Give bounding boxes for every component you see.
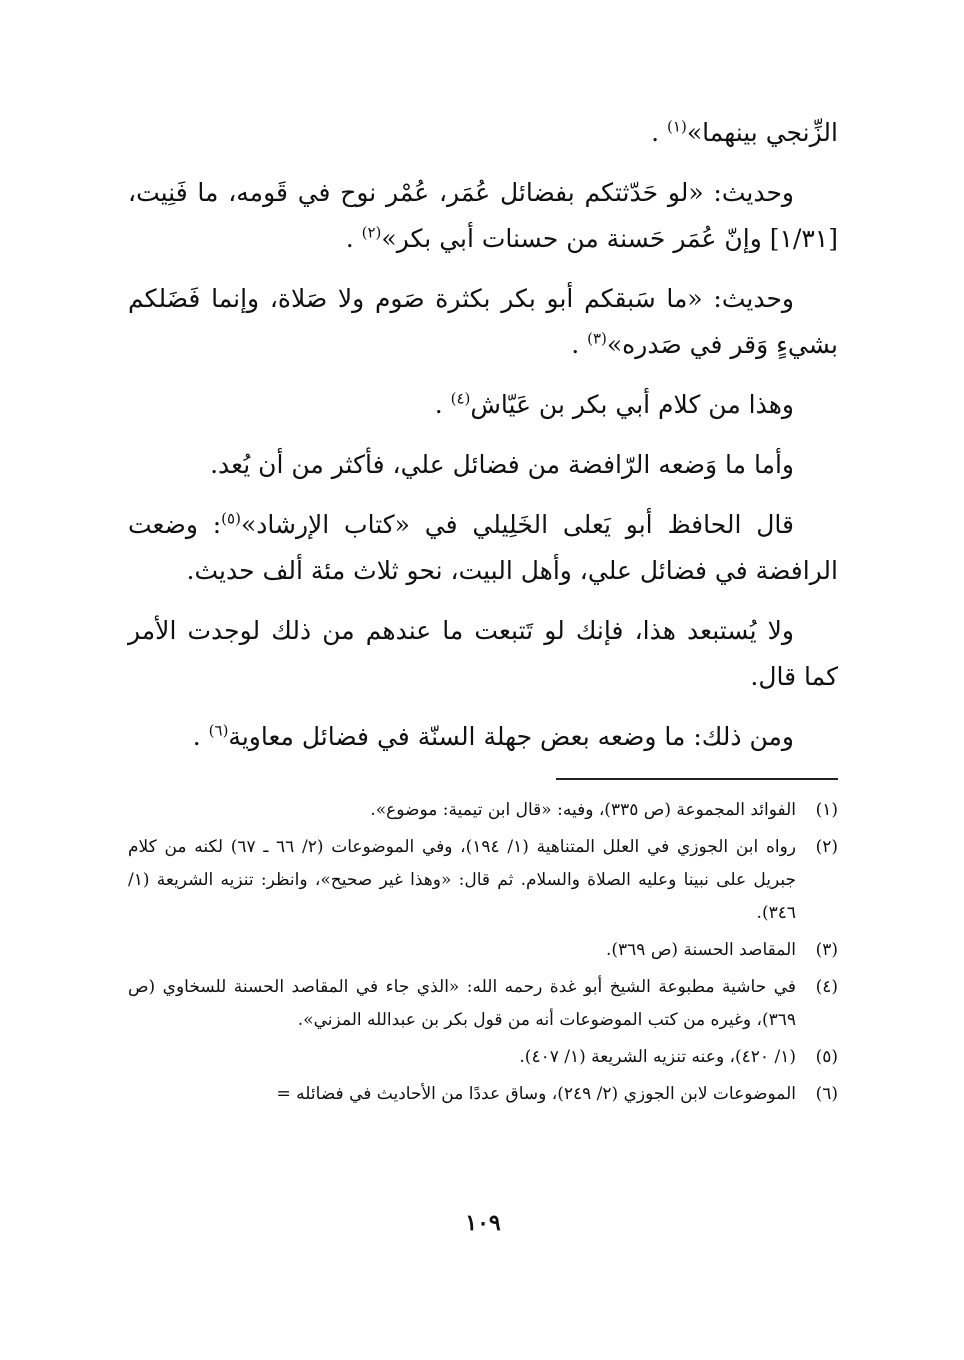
paragraph-text: ومن ذلك: ما وضعه بعض جهلة السنّة في فضائل معاوية <box>228 722 794 751</box>
paragraph-tail: . <box>434 390 451 419</box>
footnote-number: (٤) <box>815 977 838 997</box>
footnote-text: في حاشية مطبوعة الشيخ أبو غدة رحمه الله: «الذي جاء في المقاصد الحسنة للسخاوي (ص ٣٦٩)، وغيره من كتب الموضوعات أنه من قول بكر بن عبدالله المزني». <box>128 977 796 1030</box>
footnote-2 <box>128 831 838 930</box>
paragraph-8 <box>128 714 838 760</box>
footnote-number: (١) <box>815 800 838 820</box>
paragraph-6 <box>128 502 838 594</box>
footnote-number: (٣) <box>815 940 838 960</box>
footnote-text: المقاصد الحسنة (ص ٣٦٩). <box>605 940 796 960</box>
footnote-number: (٥) <box>815 1047 838 1067</box>
paragraph-1 <box>128 110 838 156</box>
paragraph-text: وهذا من كلام أبي بكر بن عَيّاش <box>470 390 794 419</box>
paragraph-2 <box>128 170 838 262</box>
footnote-ref: (٦) <box>208 721 229 740</box>
footnote-text: الموضوعات لابن الجوزي (٢/ ٢٤٩)، وساق عددًا من الأحاديث في فضائله = <box>276 1084 796 1104</box>
paragraph-tail: . <box>651 118 668 147</box>
paragraph-text: وحديث: «ما سَبقكم أبو بكر بكثرة صَوم ولا صَلاة، وإنما فَضَلكم بشيءٍ وَقر في صَدره» <box>128 284 838 359</box>
footnote-ref: (٤) <box>450 389 471 408</box>
footnote-text: رواه ابن الجوزي في العلل المتناهية (١/ ١٩٤)، وفي الموضوعات (٢/ ٦٦ ـ ٦٧) لكنه من كلام جبريل على نبينا وعليه الصلاة والسلام. ثم قال: «وهذا غير صحيح»، وانظر: تنزيه الشريعة (١/ ٣٤٦). <box>128 837 796 923</box>
paragraph-text: قال الحافظ أبو يَعلى الخَلِيلي في «كتاب الإرشاد» <box>240 510 795 539</box>
paragraph-4 <box>128 382 838 428</box>
footnote-3 <box>128 934 838 967</box>
paragraph-tail: . <box>571 330 588 359</box>
paragraph-text: الزِّنجي بينهما» <box>686 118 838 147</box>
page-number: ١٠٩ <box>465 1210 501 1236</box>
footnote-1 <box>128 794 838 827</box>
footnotes <box>128 794 838 1115</box>
paragraph-text: ولا يُستبعد هذا، فإنك لو تَتبعت ما عندهم من ذلك لوجدت الأمر كما قال. <box>128 616 838 691</box>
paragraph-text: وحديث: «لو حَدّثتكم بفضائل عُمَر، عُمْر نوح في قَومه، ما فَنِيت، [١/٣١] وإنّ عُمَر حَسنة من حسنات أبي بكر» <box>128 178 838 253</box>
footnote-6 <box>128 1078 838 1111</box>
page <box>128 110 838 1260</box>
main-text <box>128 110 838 760</box>
paragraph-3 <box>128 276 838 368</box>
footnote-ref: (٥) <box>221 509 241 528</box>
footnote-separator <box>556 778 838 780</box>
paragraph-tail: : وضعت الرافضة في فضائل علي، وأهل البيت، نحو ثلاث مئة ألف حديث. <box>128 510 838 585</box>
paragraph-tail: . <box>192 722 209 751</box>
footnote-number: (٦) <box>815 1084 838 1104</box>
paragraph-7 <box>128 608 838 700</box>
footnote-text: الفوائد المجموعة (ص ٣٣٥)، وفيه: «قال ابن تيمية: موضوع». <box>370 800 796 820</box>
footnote-ref: (٢) <box>361 223 382 242</box>
paragraph-tail: . <box>345 224 362 253</box>
footnote-number: (٢) <box>815 837 838 857</box>
paragraph-text: وأما ما وَضعه الرّافضة من فضائل علي، فأكثر من أن يُعد. <box>210 450 794 479</box>
footnote-5 <box>128 1041 838 1074</box>
paragraph-5 <box>128 442 838 488</box>
footnote-text: (١/ ٤٢٠)، وعنه تنزيه الشريعة (١/ ٤٠٧). <box>519 1047 796 1067</box>
footnote-ref: (١) <box>667 117 687 136</box>
footnote-4 <box>128 971 838 1037</box>
footnote-ref: (٣) <box>587 329 607 348</box>
